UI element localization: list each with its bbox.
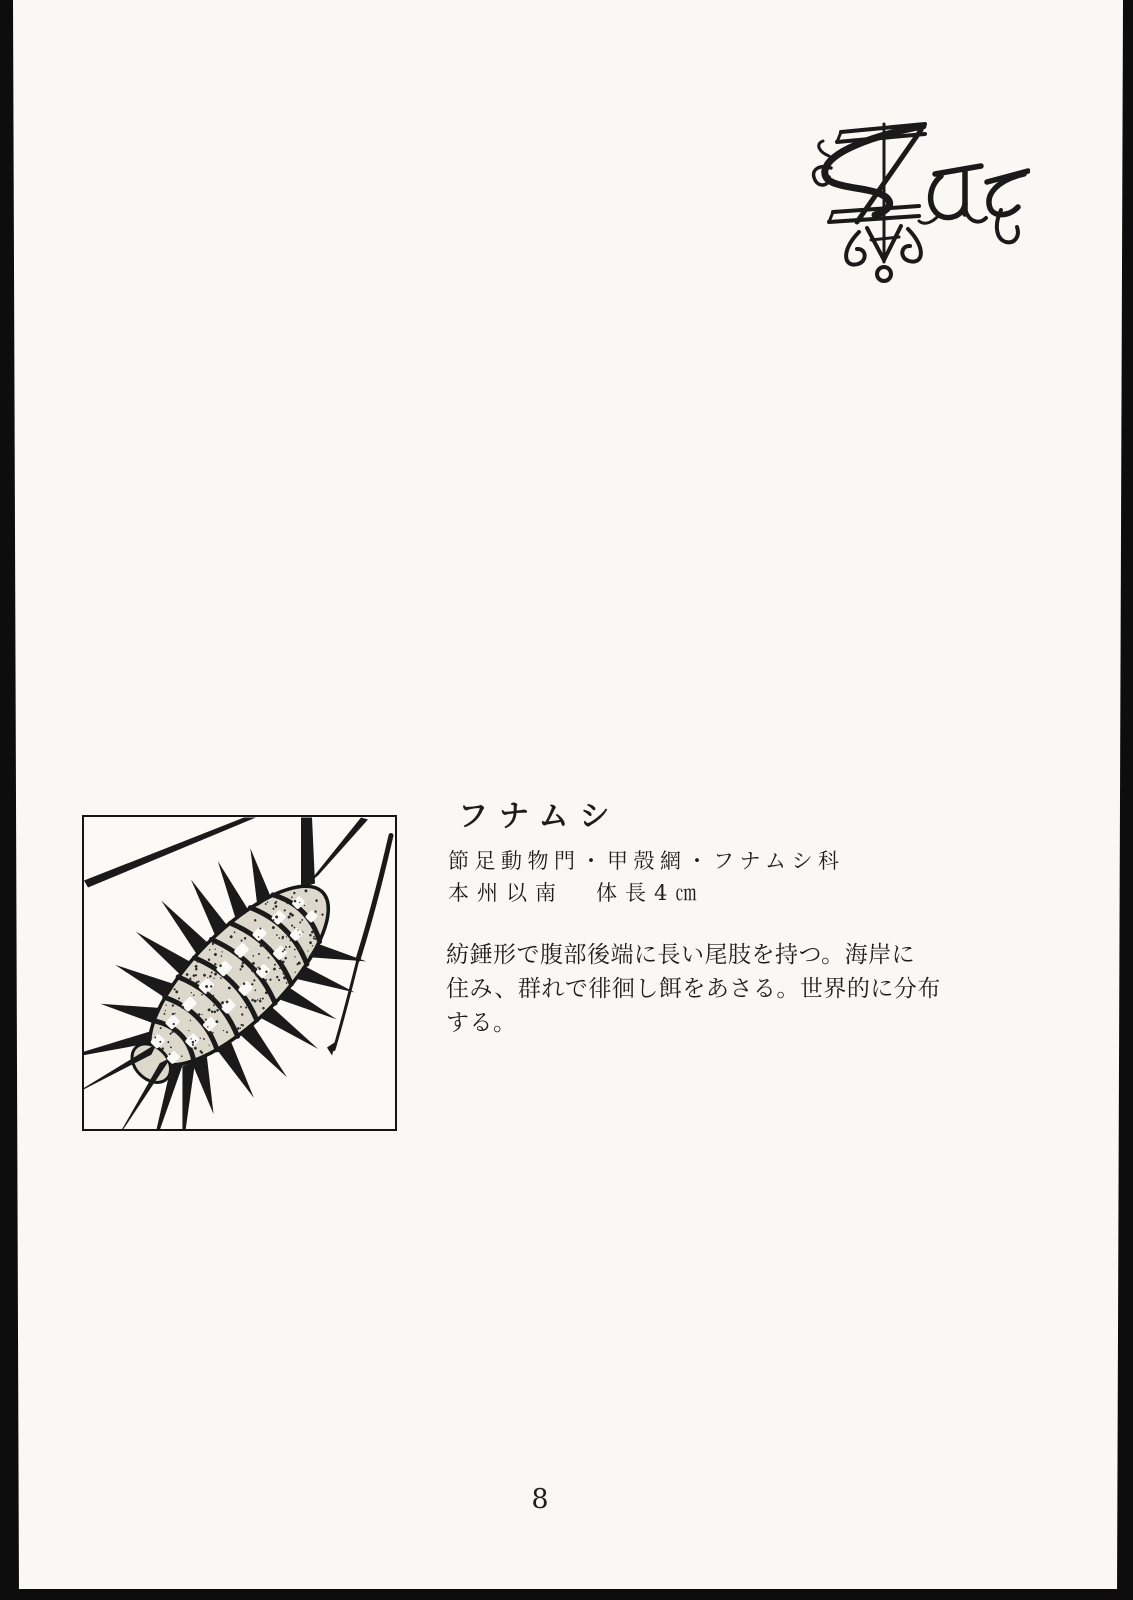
description-line-2: 住み、群れで徘徊し餌をあさる。世界的に分布 [446,976,941,1002]
species-classification: 節足動物門・甲殻網・フナムシ科 [448,849,845,873]
sea-slater-illustration [84,817,395,1129]
range-size-line [446,880,966,906]
species-range: 本州以南 [448,881,564,905]
illustration-box [82,815,397,1131]
scan-edge-right [1116,0,1133,1600]
description-line-1: 紡錘形で腹部後端に長い尾肢を持つ。海岸に [446,942,916,968]
scan-edge-left [0,0,20,1600]
description-line-3: する。 [446,1010,517,1036]
sae-calligraphy-icon [795,110,1030,295]
species-description [446,938,966,1040]
scan-edge-bottom [0,1589,1133,1600]
species-size: 体長4㎝ [596,881,705,905]
page-number: 8 [531,1484,549,1515]
entry-text [446,800,966,1040]
sae-logo [795,110,1030,295]
species-title: フナムシ [458,799,621,834]
